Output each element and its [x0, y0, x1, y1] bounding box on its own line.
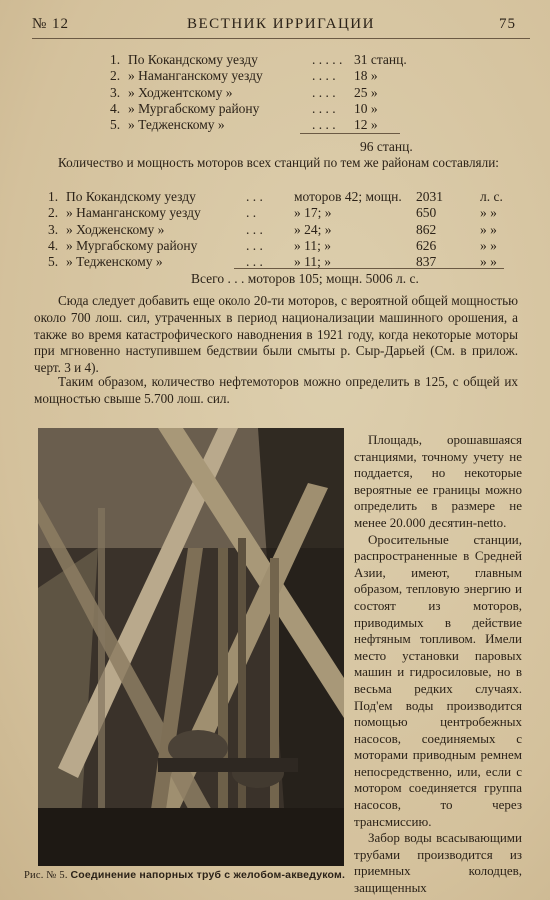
row-number: 2. — [48, 205, 59, 221]
station-count: 31 станц. — [354, 52, 407, 67]
column-paragraph: Площадь, орошавшаяся станциями, точному учету не поддается, но некоторые вероятные ее границы можно определить в размере не менее 20.000 десятин-netto. — [354, 432, 522, 530]
stations-row — [110, 85, 450, 101]
region-name: » Ходжентскому » — [128, 84, 233, 100]
station-count: 12 » — [354, 117, 378, 133]
motor-count: моторов 42; мощн. — [294, 189, 402, 204]
caption-text: Соединение напорных труб с желобом-акведуком. — [70, 869, 346, 881]
power-value: 862 — [416, 221, 437, 237]
column-paragraph: Оросительные станции, распространенные в Средней Азии, имеют, главным образом, тепловую энергию и состоят из моторов, приводимых в действие нефтяным топливом. Имели место установки паровых машин и гидросиловые, но в весьма редких случаях. Под'ем воды производится помощью центробежных насосов, соединяемых с моторами приводным ремнем непосредственно, или, если с мотором соединяется группа насосов, то через трансмиссию. — [354, 531, 522, 829]
stations-row — [110, 101, 450, 117]
motors-list — [46, 189, 516, 270]
region-name: По Кокандскому уезду — [128, 52, 258, 67]
region-name: » Наманганскому уезду — [66, 205, 201, 221]
power-unit: » » — [480, 237, 497, 253]
region-name: » Тедженскому » — [66, 254, 163, 270]
total-rule — [300, 133, 400, 134]
motors-row — [46, 238, 516, 254]
leader-dots: . . . — [246, 221, 263, 237]
leader-dots: . . . — [246, 237, 263, 253]
power-value: 2031 — [416, 189, 443, 204]
caption-prefix: Рис. № 5. — [24, 870, 68, 881]
conclusion-paragraph: Таким образом, количество нефтемоторов можно определить в 125, с общей их мощностью свыше 5.700 лош. сил. — [34, 374, 518, 406]
journal-title: ВЕСТНИК ИРРИГАЦИИ — [187, 16, 375, 32]
region-name: По Кокандскому уезду — [66, 189, 196, 204]
leader-dots: . . . . — [312, 68, 336, 84]
motors-row — [46, 205, 516, 221]
power-unit: л. с. — [480, 189, 503, 204]
additional-motors-paragraph: Сюда следует добавить еще около 20-ти моторов, с вероятной общей мощностью около 700 лош. сил, утраченных в период национализации машинного орошения, а также во время катастрофического наводнения в 1921 году, когда некоторые моторы при мгновенно наступившем бедствии были смыты р. Сыр-Дарьей (См. в прилож. черт. 3 и 4). — [34, 293, 518, 376]
power-value: 626 — [416, 237, 437, 253]
leader-dots: . . . . . — [312, 52, 343, 67]
right-column-text — [354, 432, 522, 897]
motors-row — [46, 189, 516, 205]
stations-list — [110, 52, 450, 133]
page-number: 75 — [499, 16, 516, 32]
row-number: 4. — [48, 237, 59, 253]
figure-caption — [24, 869, 345, 881]
motor-count: » 11; » — [294, 237, 331, 253]
power-unit: » » — [480, 254, 497, 270]
row-number: 3. — [110, 84, 121, 100]
power-unit: » » — [480, 205, 497, 221]
leader-dots: . . . . — [312, 117, 336, 133]
issue-number: № 12 — [32, 16, 70, 32]
row-number: 2. — [110, 68, 121, 84]
stations-total: 96 станц. — [360, 139, 413, 154]
region-name: » Мургабскому району — [128, 100, 260, 116]
leader-dots: . . . — [246, 254, 263, 270]
power-value: 837 — [416, 254, 437, 270]
row-number: 1. — [48, 189, 59, 204]
stations-row — [110, 68, 450, 84]
motors-total-rule — [234, 268, 504, 269]
leader-dots: . . . . — [312, 100, 336, 116]
motor-count: » 24; » — [294, 221, 332, 237]
photo-illustration — [38, 428, 344, 866]
motor-count: » 11; » — [294, 254, 331, 270]
motor-count: » 17; » — [294, 205, 332, 221]
page-header — [32, 14, 530, 39]
station-count: 25 » — [354, 84, 378, 100]
station-count: 18 » — [354, 68, 378, 84]
column-paragraph: Забор воды всасывающими трубами производится из приемных колодцев, защищенных — [354, 830, 522, 896]
power-value: 650 — [416, 205, 437, 221]
intro-paragraph: Количество и мощность моторов всех станций по тем же районам составляли: — [58, 155, 499, 170]
leader-dots: . . . . — [312, 84, 336, 100]
motors-row — [46, 222, 516, 238]
row-number: 4. — [110, 100, 121, 116]
row-number: 5. — [110, 117, 121, 133]
motors-total: Всего . . . моторов 105; мощн. 5006 л. с. — [191, 271, 419, 286]
row-number: 5. — [48, 254, 59, 270]
power-unit: » » — [480, 221, 497, 237]
region-name: » Ходженскому » — [66, 221, 165, 237]
leader-dots: . . — [246, 205, 257, 221]
aqueduct-photo — [38, 428, 344, 866]
row-number: 3. — [48, 221, 59, 237]
station-count: 10 » — [354, 100, 378, 116]
region-name: » Мургабскому району — [66, 237, 198, 253]
leader-dots: . . . — [246, 189, 263, 204]
stations-row — [110, 117, 450, 133]
stations-row — [110, 52, 450, 68]
region-name: » Наманганскому уезду — [128, 68, 263, 84]
row-number: 1. — [110, 52, 121, 67]
region-name: » Тедженскому » — [128, 117, 225, 133]
